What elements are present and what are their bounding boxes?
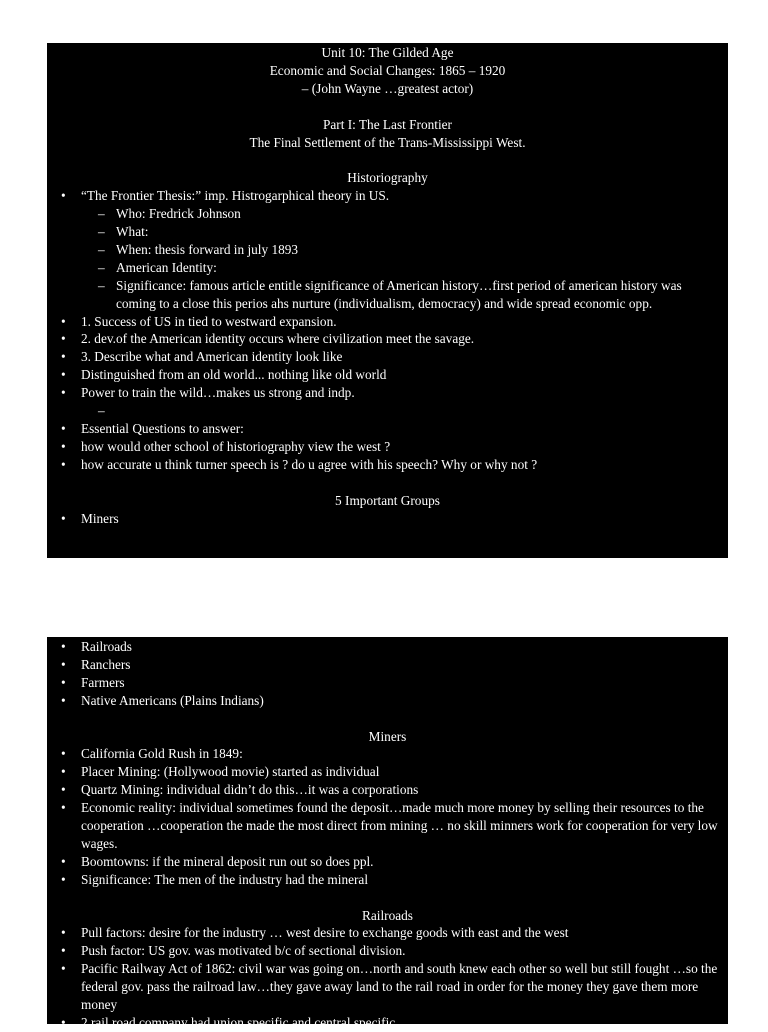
bullet-icon: •: [61, 367, 66, 383]
bullet-icon: •: [61, 943, 66, 959]
miners-text: Placer Mining: (Hollywood movie) started as individual: [81, 764, 380, 780]
bullet-icon: •: [61, 313, 66, 329]
question-text: how accurate u think turner speech is ? do u agree with his speech? Why or why not ?: [81, 456, 538, 472]
group-text: Railroads: [81, 639, 132, 654]
sub-list-item: [47, 223, 728, 241]
railroads-text: Pull factors: desire for the industry … west desire to exchange goods with east and the west: [81, 925, 569, 941]
group-text: Ranchers: [81, 656, 131, 672]
list-item: [47, 330, 728, 348]
sub-list-item: [47, 241, 728, 259]
sub-list-item: [47, 277, 728, 313]
list-item: [47, 438, 728, 456]
list-item: [47, 692, 728, 710]
group-text: Native Americans (Plains Indians): [81, 692, 264, 708]
unit-title: Unit 10: The Gilded Age: [321, 45, 454, 60]
bullet-icon: •: [61, 349, 66, 365]
bullet-icon: •: [61, 438, 66, 454]
bullet-icon: •: [61, 456, 66, 472]
group-text: Miners: [81, 510, 119, 526]
sub-item-text: When: thesis forward in july 1893: [116, 241, 299, 257]
bullet-icon: •: [61, 331, 66, 347]
bullet-icon: •: [61, 188, 66, 204]
part-subtitle: The Final Settlement of the Trans-Mississippi West.: [249, 134, 526, 150]
dash-icon: –: [98, 259, 105, 275]
dash-icon: –: [98, 241, 105, 257]
point-text: 2. dev.of the American identity occurs where civilization meet the savage.: [81, 331, 475, 347]
list-item: [47, 420, 728, 438]
list-item: [47, 745, 728, 763]
miners-text: Quartz Mining: individual didn’t do this…it was a corporations: [81, 782, 419, 798]
miners-text: Economic reality: individual sometimes found the deposit…made much more money by selling their resources to the cooperation …cooperation the made the most direct from mining … no skill minners work for cooperation for very low wages.: [81, 800, 718, 851]
slide-1: [47, 43, 728, 558]
unit-note: – (John Wayne …greatest actor): [301, 80, 474, 96]
bullet-icon: •: [61, 746, 66, 762]
group-text: Farmers: [81, 674, 125, 690]
list-item: [47, 799, 728, 853]
sub-item-text: Significance: famous article entitle significance of American history…first period of american history was coming to a close this perios ahs nurture (individualism, democracy) and wide spread economic opp.: [116, 277, 682, 311]
bullet-icon: •: [61, 385, 66, 401]
list-item: [47, 674, 728, 692]
dash-icon: –: [98, 403, 105, 419]
railroads-text: Push factor: US gov. was motivated b/c of sectional division.: [81, 943, 406, 959]
unit-subtitle: Economic and Social Changes: 1865 – 1920: [269, 62, 506, 78]
groups-heading: 5 Important Groups: [335, 492, 440, 508]
point-text: Power to train the wild…makes us strong and indp.: [81, 385, 355, 401]
dash-icon: –: [98, 277, 105, 293]
railroads-heading: Railroads: [362, 907, 413, 923]
empty-sub-item: [47, 402, 728, 420]
bullet-icon: •: [61, 1015, 66, 1030]
sub-item-text: What:: [116, 224, 149, 240]
frontier-thesis-text: “The Frontier Thesis:” imp. Histrogarphical theory in US.: [81, 188, 390, 204]
list-item: [47, 960, 728, 1014]
bullet-icon: •: [61, 656, 66, 672]
miners-text: California Gold Rush in 1849:: [81, 746, 243, 762]
miners-text: Significance: The men of the industry had the mineral: [81, 871, 369, 887]
bullet-icon: •: [61, 961, 66, 977]
list-item: [47, 313, 728, 331]
bullet-icon: •: [61, 764, 66, 780]
railroads-text: Pacific Railway Act of 1862: civil war was going on…north and south knew each other so well but still fought …so the federal gov. pass the railroad law…they gave away land to the rail road in order for the money they gave them more money: [81, 961, 718, 1013]
list-item: [47, 366, 728, 384]
list-item: [47, 1014, 728, 1032]
dash-icon: –: [98, 206, 105, 222]
bullet-icon: •: [61, 925, 66, 941]
point-text: Distinguished from an old world... nothing like old world: [81, 367, 387, 383]
part-title: Part I: The Last Frontier: [322, 116, 452, 132]
slide-2: [47, 637, 728, 1030]
bullet-icon: •: [61, 510, 66, 526]
bullet-icon: •: [61, 639, 66, 654]
bullet-icon: •: [61, 853, 66, 869]
bullet-icon: •: [61, 871, 66, 887]
list-item: [47, 187, 728, 205]
sub-list-item: [47, 205, 728, 223]
miners-text: Boomtowns: if the mineral deposit run out so does ppl.: [81, 853, 374, 869]
list-item: [47, 510, 728, 528]
miners-heading: Miners: [368, 728, 407, 744]
bullet-icon: •: [61, 782, 66, 798]
list-item: [47, 853, 728, 871]
list-item: [47, 871, 728, 889]
list-item: [47, 456, 728, 474]
list-item: [47, 638, 728, 656]
dash-icon: –: [98, 224, 105, 240]
list-item: [47, 763, 728, 781]
sub-item-text: American Identity:: [116, 259, 217, 275]
list-item: [47, 781, 728, 799]
sub-list-item: [47, 259, 728, 277]
point-text: 1. Success of US in tied to westward expansion.: [81, 313, 337, 329]
question-text: how would other school of historiography view the west ?: [81, 438, 391, 454]
bullet-icon: •: [61, 674, 66, 690]
bullet-icon: •: [61, 692, 66, 708]
historiography-heading: Historiography: [347, 170, 428, 186]
list-item: [47, 384, 728, 402]
railroads-text: 2 rail road company had union specific and central specific: [81, 1015, 396, 1030]
list-item: [47, 348, 728, 366]
bullet-icon: •: [61, 800, 66, 816]
sub-item-text: Who: Fredrick Johnson: [116, 206, 241, 222]
list-item: [47, 924, 728, 942]
list-item: [47, 656, 728, 674]
list-item: [47, 942, 728, 960]
point-text: 3. Describe what and American identity look like: [81, 349, 343, 365]
question-text: Essential Questions to answer:: [81, 420, 244, 436]
bullet-icon: •: [61, 420, 66, 436]
